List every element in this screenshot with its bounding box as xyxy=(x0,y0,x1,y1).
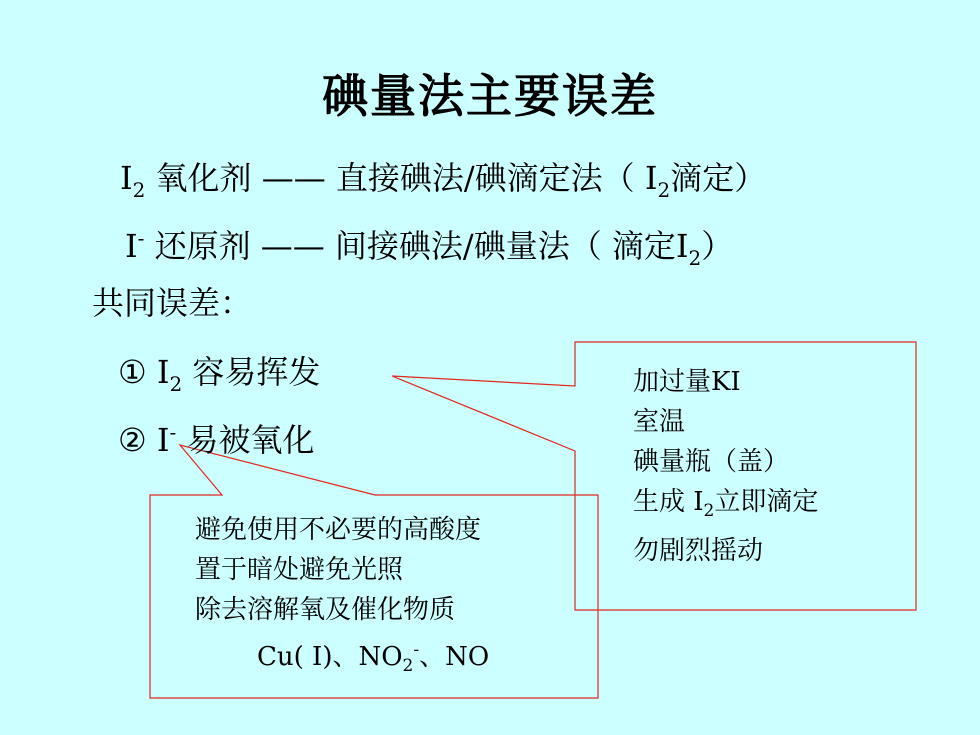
left-callout-item: 置于暗处避免光照 xyxy=(195,555,404,585)
right-callout-list xyxy=(633,362,818,571)
left-callout-item: Cu( Ⅰ)、$NO_2^-$、NO xyxy=(257,640,490,676)
right-callout-item: 室温 xyxy=(633,407,686,437)
right-callout-item: 加过量KI xyxy=(633,367,741,397)
page-title: 碘量法主要误差 xyxy=(322,69,658,123)
left-callout-item: 除去溶解氧及催化物质 xyxy=(195,595,456,625)
common-errors-label: 共同误差： xyxy=(92,284,253,322)
error-item-oxidation: ② I- 易被氧化 xyxy=(118,420,315,459)
left-callout-list xyxy=(195,510,489,686)
right-callout-item: 勿剧烈摇动 xyxy=(633,536,764,566)
error-item-volatility: ① $I_2$ 容易挥发 xyxy=(118,353,321,396)
iodine-oxidant-line: $I_2$ 氧化剂 —— 直接碘法/碘滴定法（ $I_2$滴定） xyxy=(120,159,767,202)
iodide-reductant-line: I- 还原剂 —— 间接碘法/碘量法（ 滴定$I_2$） xyxy=(125,226,734,270)
right-callout-item: 生成 $I_2$立即滴定 xyxy=(633,487,819,521)
left-callout-item: 避免使用不必要的高酸度 xyxy=(195,515,482,545)
right-callout-item: 碘量瓶（盖） xyxy=(633,447,790,477)
